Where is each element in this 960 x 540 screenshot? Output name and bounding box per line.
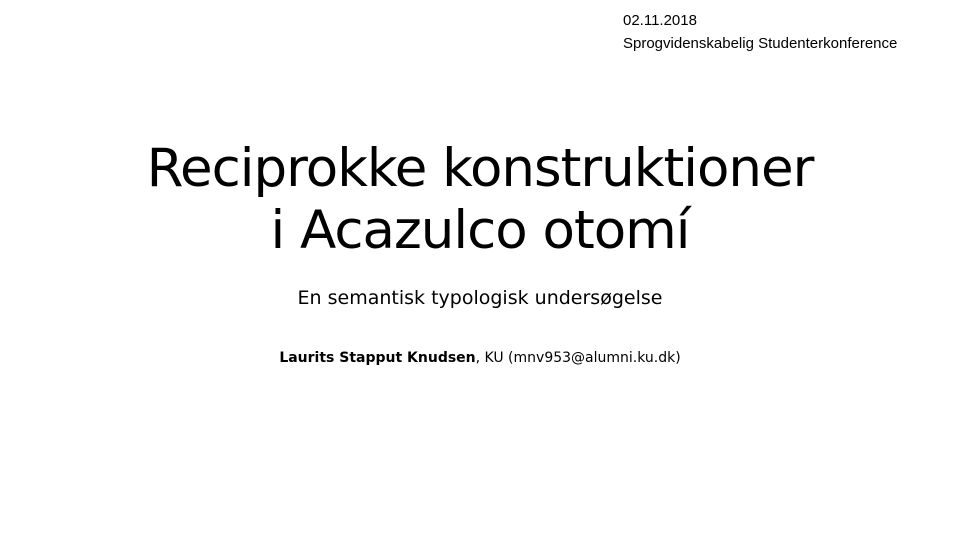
author-name: Laurits Stapput Knudsen (279, 350, 476, 366)
slide-subtitle: En semantisk typologisk undersøgelse (297, 287, 663, 309)
author-affiliation: , KU (mnv953@alumni.ku.dk) (475, 350, 681, 366)
title-line-1: Reciprokke konstruktioner (146, 138, 814, 199)
header-date: 02.11.2018 (623, 12, 697, 29)
title-line-2: i Acazulco otomí (270, 200, 690, 261)
header-conference: Sprogvidenskabelig Studenterkonference (623, 35, 898, 52)
slide-header (623, 9, 953, 55)
author-line (180, 346, 780, 370)
slide-title (60, 138, 900, 262)
